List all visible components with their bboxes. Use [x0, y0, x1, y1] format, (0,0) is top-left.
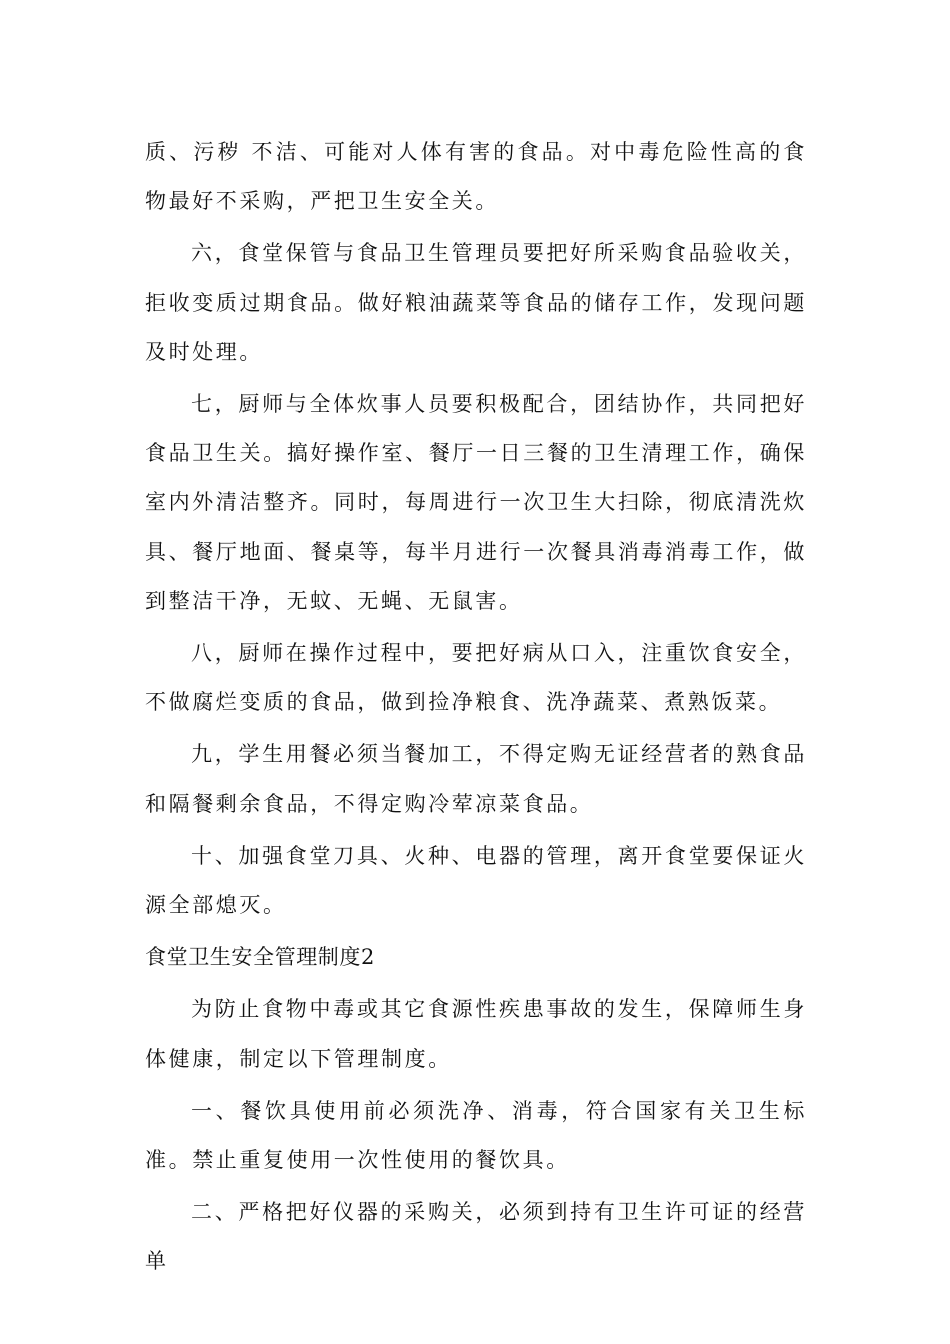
- paragraph-continuation: 质、污秽 不洁、可能对人体有害的食品。对中毒危险性高的食物最好不采购，严把卫生安全关。: [145, 140, 807, 214]
- paragraph-item-7: 七，厨师与全体炊事人员要积极配合，团结协作，共同把好食品卫生关。搞好操作室、餐厅一日三餐的卫生清理工作，确保室内外清洁整齐。同时，每周进行一次卫生大扫除，彻底清洗炊具、餐厅地面、餐桌等，每半月进行一次餐具消毒消毒工作，做到整洁干净，无蚊、无蝇、无鼠害。: [145, 392, 807, 613]
- paragraph-item-9: 九，学生用餐必须当餐加工，不得定购无证经营者的熟食品和隔餐剩余食品，不得定购冷荤凉菜食品。: [145, 742, 807, 816]
- paragraph-item-10: 十、加强食堂刀具、火种、电器的管理，离开食堂要保证火源全部熄灭。: [145, 843, 807, 918]
- section-heading: 食堂卫生安全管理制度2: [145, 945, 375, 970]
- paragraph-intro: 为防止食物中毒或其它食源性疾患事故的发生，保障师生身体健康，制定以下管理制度。: [145, 997, 807, 1071]
- paragraph-item-1: 一、餐饮具使用前必须洗净、消毒，符合国家有关卫生标准。禁止重复使用一次性使用的餐饮具。: [145, 1098, 807, 1173]
- paragraph-item-2: 二、严格把好仪器的采购关，必须到持有卫生许可证的经营单: [145, 1200, 807, 1274]
- paragraph-item-8: 八，厨师在操作过程中，要把好病从口入，注重饮食安全，不做腐烂变质的食品，做到捡净粮食、洗净蔬菜、煮熟饭菜。: [145, 641, 807, 715]
- document-page: [145, 128, 807, 1290]
- paragraph-item-6: 六，食堂保管与食品卫生管理员要把好所采购食品验收关，拒收变质过期食品。做好粮油蔬菜等食品的储存工作，发现问题及时处理。: [145, 241, 807, 364]
